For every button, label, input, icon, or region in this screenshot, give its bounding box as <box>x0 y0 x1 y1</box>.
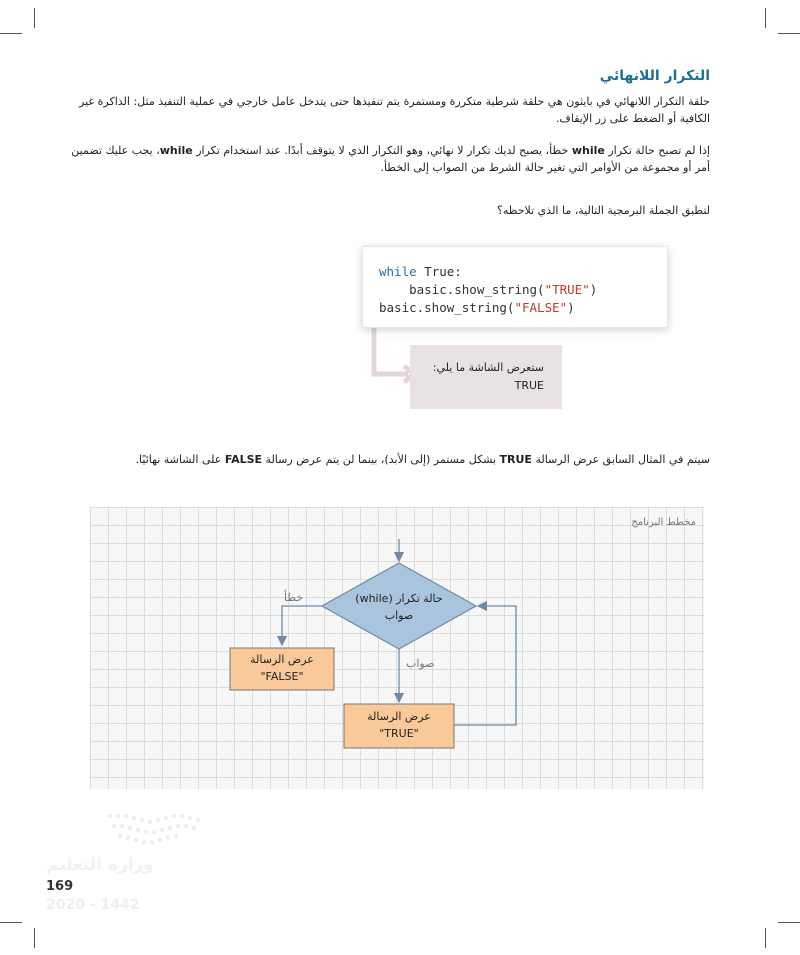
code-text: True: <box>416 264 462 279</box>
text-run: بشكل مستمر (إلى الأبد)، بينما لن يتم عرض رسالة <box>262 453 500 466</box>
crop-mark <box>778 922 800 923</box>
keyword-while: while <box>571 144 605 157</box>
false-box-label-line1: عرض الرسالة <box>250 653 314 666</box>
condition-label-line2: صواب <box>384 609 414 622</box>
crop-mark <box>34 928 35 948</box>
false-branch-arrow <box>282 606 322 645</box>
crop-mark <box>0 33 22 34</box>
code-line <box>379 264 462 279</box>
paragraph-while-condition <box>70 142 710 176</box>
code-text: basic.show_string( <box>379 282 545 297</box>
code-string: "FALSE" <box>514 300 568 315</box>
keyword-false: FALSE <box>224 453 263 466</box>
output-label: ستعرض الشاشة ما يلي: <box>432 361 544 374</box>
explanation-text <box>70 451 710 468</box>
code-line <box>379 282 597 297</box>
code-keyword: while <box>379 264 417 279</box>
output-box <box>410 345 562 409</box>
question-text: لتطبق الجملة البرمجية التالية، ما الذي تلاحظه؟ <box>497 204 710 217</box>
flowchart-title: مخطط البرنامج <box>631 517 696 528</box>
crop-mark <box>0 922 22 923</box>
output-value: TRUE <box>514 379 544 392</box>
keyword-while: while <box>159 144 193 157</box>
code-block <box>362 246 668 328</box>
ministry-logo-dots <box>100 808 210 848</box>
text-run: خطأ، يصبح لديك تكرار لا نهائي، وهو التكرار الذي لا يتوقف أبدًا. عند استخدام تكرار <box>192 144 572 157</box>
text-run: على الشاشة نهائيًا. <box>135 453 225 466</box>
code-line <box>379 300 575 315</box>
text-run: ، يجب عليك تضمين أمر أو مجموعة من الأوامر التي تغير حالة الشرط من الصواب إلى الخطأ. <box>71 144 710 174</box>
flowchart-panel <box>90 507 704 789</box>
true-box-label-line1: عرض الرسالة <box>367 710 431 723</box>
section-heading: التكرار اللانهائي <box>599 68 710 84</box>
condition-diamond <box>322 563 476 649</box>
keyword-true: TRUE <box>499 453 532 466</box>
text-run: سيتم في المثال السابق عرض الرسالة <box>531 453 710 466</box>
true-branch-label: صواب <box>406 657 435 670</box>
flowchart-diagram <box>90 507 704 789</box>
paragraph-definition: حلقة التكرار اللانهائي في بايثون هي حلقة شرطية متكررة ومستمرة يتم تنفيذها حتى يتدخل عامل خارجي في عملية التنفيذ مثل: الذاكرة غير الكافية أو الضغط على زر الإيقاف. <box>79 95 710 125</box>
ministry-watermark: وزارة التعليم <box>46 855 154 875</box>
code-text: ) <box>589 282 598 297</box>
code-text: basic.show_string( <box>379 300 515 315</box>
crop-mark <box>765 928 766 948</box>
crop-mark <box>34 8 35 28</box>
code-text: ) <box>567 300 575 315</box>
crop-mark <box>778 33 800 34</box>
text-run: إذا لم تصبح حالة تكرار <box>604 144 710 157</box>
page-number: 169 <box>46 879 74 894</box>
condition-label-line1: حالة تكرار (while) <box>355 592 443 605</box>
loop-back-arrow <box>454 606 516 725</box>
code-string: "TRUE" <box>544 282 590 297</box>
crop-mark <box>765 8 766 28</box>
false-box-label-line2: "FALSE" <box>260 670 304 683</box>
true-box-label-line2: "TRUE" <box>379 727 419 740</box>
false-branch-label: خطأ <box>284 591 304 604</box>
year-watermark: 2020 - 1442 <box>46 897 140 913</box>
